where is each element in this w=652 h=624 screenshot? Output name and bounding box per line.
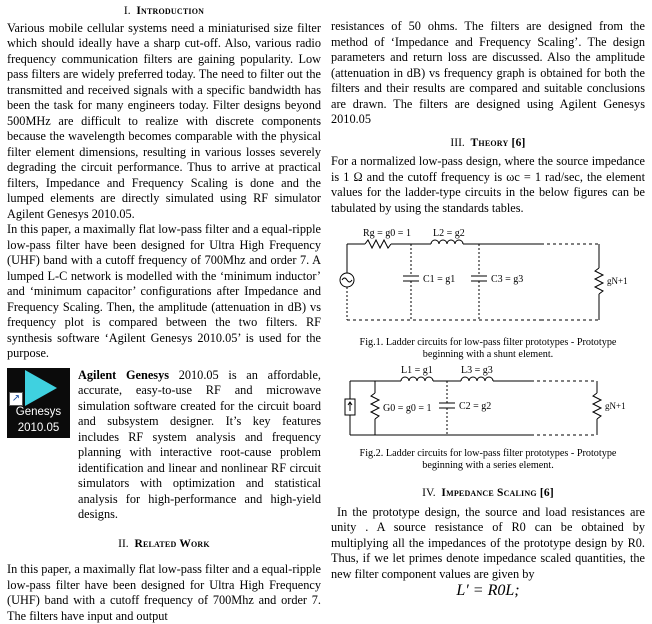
right-paragraph-top: resistances of 50 ohms. The filters are designed from the method of ‘Impedance and Frequency Scaling’. The design parameters and return loss are discussed. Also the amplitude (attenuation in dB) vs frequency graph is obtained for both the filters and their results are compared and suitable conclusions are drawn. The filters are designed using Agilent Genesys 2010.05 (331, 19, 645, 126)
scaling-paragraph: In the prototype design, the source and load resistances are unity . A source resistance of R0 can be obtained by multiplying all the impedances of the prototype design by R0. Thus, if we let primes denote impedance scaled quantities, the new filter component values are given by (331, 504, 645, 581)
intro-paragraph-1: Various mobile cellular systems need a miniaturised size filter which should ideally have a sharp cut-off. Also, various radio frequency communication filters are gaining popularity. Low pass filters are widely preferred today. The need to filter out the transmitted and received signals with a specific bandwidth has been the task for many engineers today. Filter designs beyond 500MHz are difficult to realize with discrete components because the wavelength becomes comparable with the physical filter element dimensions, resulting in various losses severely degrading the circuit performance. Thus to arrive at practical filters, Impedance and Frequency Scaling is done and the lumped elements are directly simulated using RF simulator Agilent Genesys 2010.05. (7, 20, 321, 221)
fig2-label-c2: C2 = g2 (459, 401, 492, 412)
fig2-resistor-g0 (371, 393, 379, 419)
related-heading (7, 537, 321, 553)
fig2-load-resistor (593, 393, 601, 419)
scaling-equation: L′ = R0L; (456, 582, 520, 599)
genesys-app-block (7, 368, 321, 523)
left-column (7, 0, 321, 624)
theory-heading-number: III. (450, 136, 465, 149)
fig1-label-rg: Rg = g0 = 1 (363, 228, 411, 239)
genesys-description (78, 368, 321, 523)
intro-heading (7, 4, 321, 20)
theory-paragraph: For a normalized low-pass design, where the source impedance is 1 Ω and the cutoff frequency is ωc = 1 rad/sec, the element values for the ladder-type circuits in the below figures can be tabulated by using the standards tables. (331, 154, 645, 215)
intro-paragraph-2: In this paper, a maximally flat low-pass filter and a equal-ripple low-pass filter have been designed for Ultra High Frequency (UHF) band with a cutoff frequency of 700Mhz and order 7. A lumped L-C network is modelled with the ‘minimum inductor’ and ‘minimum capacitor’ configurations after Impedance and Frequency Scaling. Then, the amplitude (attenuation in dB) vs frequency plot is compared between the two filters. RF synthesis software ‘Agilent Genesys 2010.05’ is used for the purpose. (7, 222, 321, 360)
fig2-circuit-diagram (331, 363, 645, 448)
fig1-inductor-l2 (431, 240, 463, 244)
theory-heading (331, 136, 645, 152)
theory-heading-title: Theory [6] (470, 136, 526, 149)
fig2-inductor-l3 (461, 377, 493, 381)
app-icon-label-2: 2010.05 (17, 421, 60, 434)
shortcut-arrow-icon: ↗ (9, 392, 23, 406)
fig1-label-l2: L2 = g2 (433, 228, 465, 239)
fig1-resistor-rg (365, 240, 391, 248)
scaling-heading (331, 486, 645, 502)
genesys-app-icon (7, 368, 70, 438)
scaling-heading-title: Impedance Scaling [6] (441, 487, 554, 499)
fig2-label-load: gN+1 (605, 401, 626, 411)
fig1-caption: Fig.1. Ladder circuits for low-pass filter prototypes - Prototype beginning with a shunt element. (359, 337, 617, 360)
fig2-label-l1: L1 = g1 (401, 365, 433, 376)
genesys-description-text: 2010.05 is an affordable, accurate, easy-to-use RF and microwave simulation software created for the circuit board and subsystem designer. It’s key features includes RF system analysis and frequency planning with interactive root-cause problem identification and linear and nonlinear RF circuit simulators with optimization and statistical analysis for high-performance and high-yield designs. (78, 367, 321, 521)
scaling-heading-number: IV. (422, 487, 436, 499)
related-heading-title: Related Work (134, 537, 210, 550)
right-column (331, 0, 645, 600)
fig1-label-load: gN+1 (607, 276, 628, 286)
related-heading-number: II. (118, 537, 129, 550)
app-icon-label-1: Genesys (15, 405, 62, 418)
play-triangle-icon (25, 370, 57, 406)
fig2-label-l3: L3 = g3 (461, 365, 493, 376)
related-paragraph: In this paper, a maximally flat low-pass filter and a equal-ripple low-pass filter have been designed for Ultra High Frequency (UHF) band with a cutoff frequency of 700Mhz and order 7. The filters have input and output (7, 562, 321, 623)
fig1-circuit-diagram (331, 222, 645, 337)
intro-heading-number: I. (123, 5, 131, 17)
intro-heading-title: Introduction (136, 5, 205, 17)
genesys-name: Agilent Genesys (78, 367, 170, 382)
fig1-label-c3: C3 = g3 (491, 274, 524, 285)
fig1-label-c1: C1 = g1 (423, 274, 456, 285)
fig2-caption: Fig.2. Ladder circuits for low-pass filter prototypes - Prototype beginning with a series element. (359, 448, 617, 471)
fig2-inductor-l1 (401, 377, 433, 381)
fig2-label-g0: G0 = g0 = 1 (383, 403, 432, 414)
fig1-load-resistor (595, 268, 603, 294)
